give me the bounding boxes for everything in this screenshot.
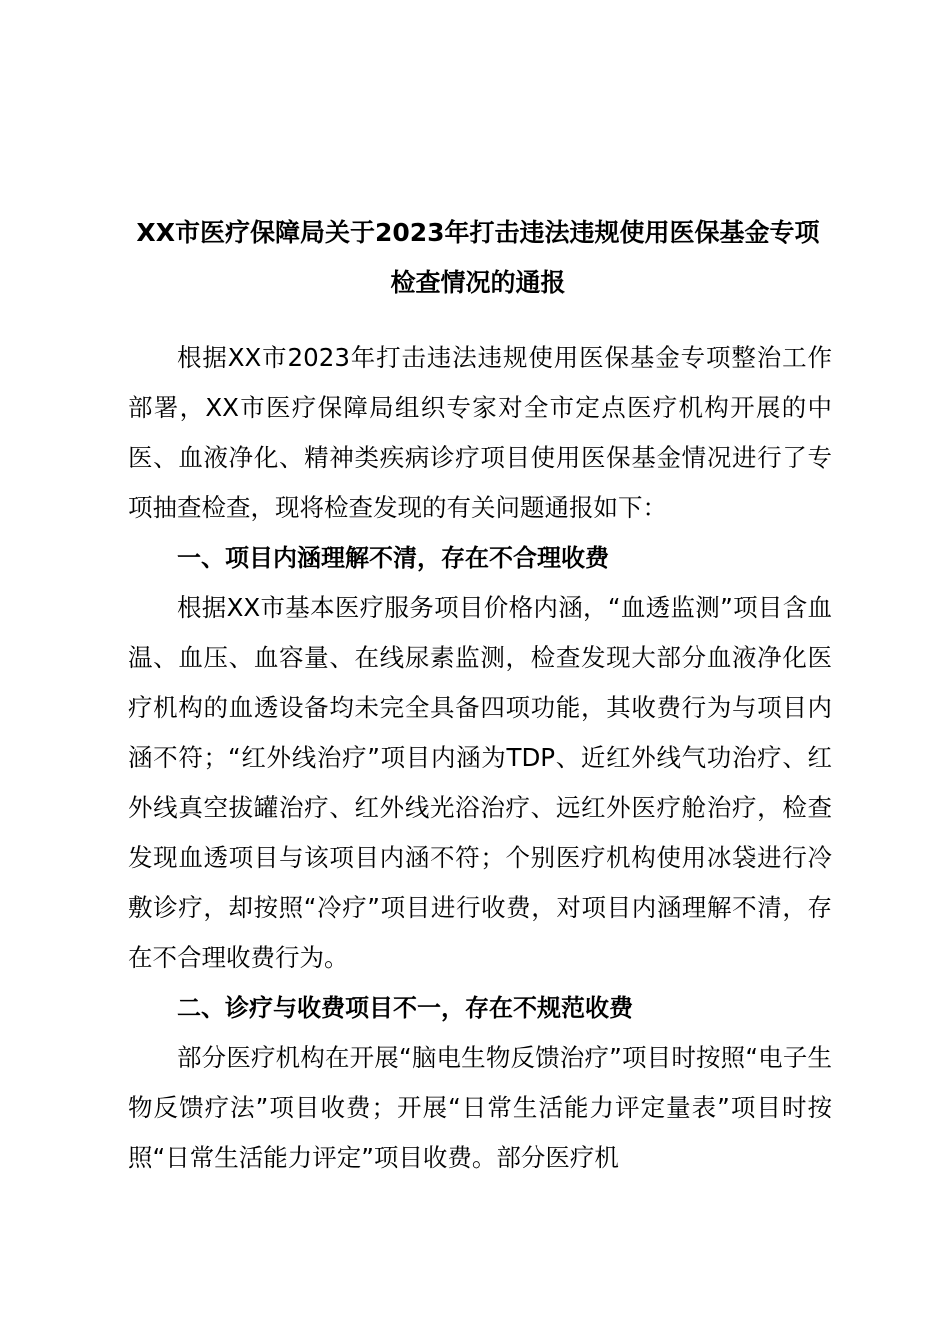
section-paragraph-2: 部分医疗机构在开展“脑电生物反馈治疗”项目时按照“电子生物反馈疗法”项目收费；开展“日常生活能力评定量表”项目时按照“日常生活能力评定”项目收费。部分医疗机 — [128, 1043, 832, 1172]
section-heading-2: 二、诊疗与收费项目不一，存在不规范收费 — [177, 994, 633, 1022]
section-paragraph-1: 根据XX市基本医疗服务项目价格内涵，“血透监测”项目含血温、血压、血容量、在线尿素监测，检查发现大部分血液净化医疗机构的血透设备均未完全具备四项功能，其收费行为与项目内涵不符；“红外线治疗”项目内涵为TDP、近红外线气功治疗、红外线真空拔罐治疗、红外线光浴治疗、远红外医疗舱治疗，检查发现血透项目与该项目内涵不符；个别医疗机构使用冰袋进行冷敷诊疗，却按照“冷疗”项目进行收费，对项目内涵理解不清，存在不合理收费行为。 — [128, 593, 832, 972]
section-heading-1: 一、项目内涵理解不清，存在不合理收费 — [177, 544, 609, 572]
document-title: XX市医疗保障局关于2023年打击违法违规使用医保基金专项检查情况的通报 — [136, 218, 820, 297]
document-body — [128, 333, 832, 1183]
intro-paragraph: 根据XX市2023年打击违法违规使用医保基金专项整治工作部署，XX市医疗保障局组织专家对全市定点医疗机构开展的中医、血液净化、精神类疾病诊疗项目使用医保基金情况进行了专项抽查检查，现将检查发现的有关问题通报如下： — [128, 343, 832, 522]
